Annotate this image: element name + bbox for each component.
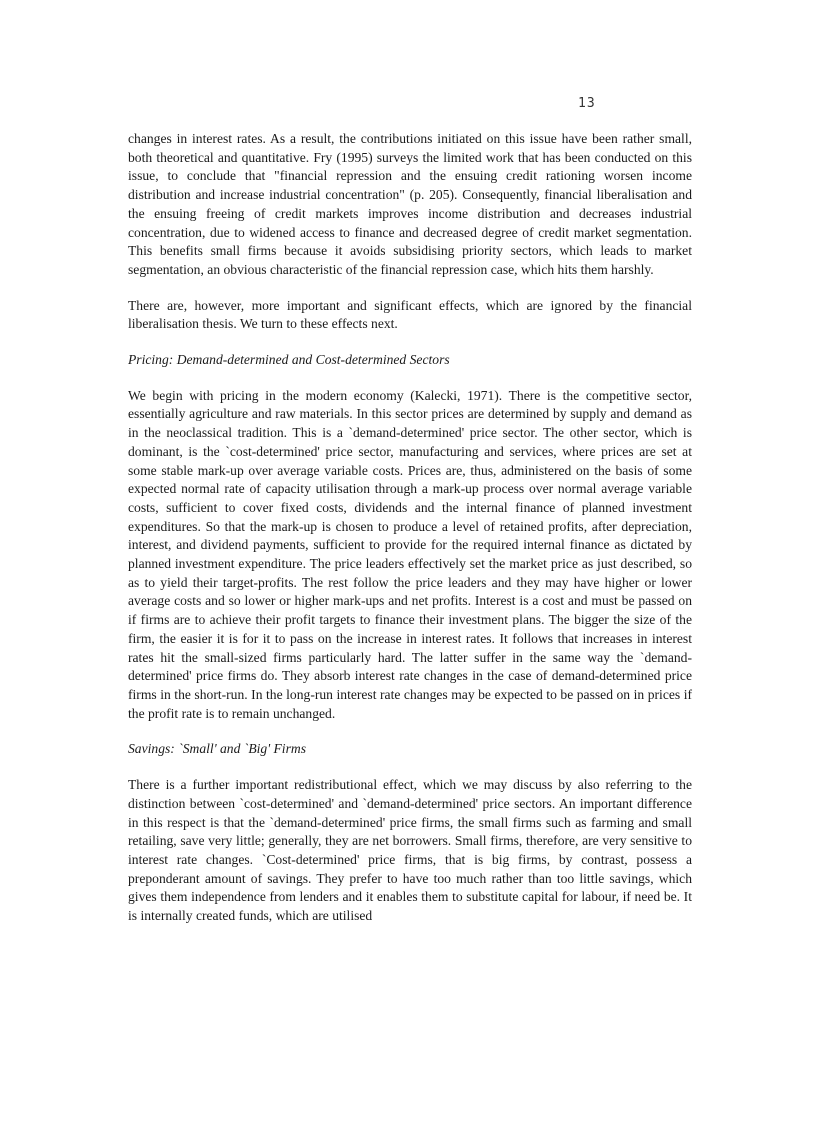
paragraph-savings: There is a further important redistributional effect, which we may discuss by also referring to the distinction between `cost-determined' and `demand-determined' price sectors. An important difference in this respect is that the `demand-determined' price firms, the small firms such as farming and small retailing, save very little; generally, they are net borrowers. Small firms, therefore, are very sensitive to interest rate changes. `Cost-determined' price firms, that is big firms, by contrast, possess a preponderant amount of savings. They prefer to have too much rather than too little savings, which gives them independence from lenders and it enables them to substitute capital for labour, if need be. It is internally created funds, which are utilised <box>128 777 692 924</box>
page-number: 13 <box>578 96 596 111</box>
section-heading-savings: Savings: `Small' and `Big' Firms <box>128 741 306 757</box>
section-heading-pricing: Pricing: Demand-determined and Cost-determined Sectors <box>128 352 450 368</box>
paragraph-pricing: We begin with pricing in the modern economy (Kalecki, 1971). There is the competitive sector, essentially agriculture and raw materials. In this sector prices are determined by supply and demand as in the neoclassical tradition. This is a `demand-determined' price sector. The other sector, which is dominant, is the `cost-determined' price sector, manufacturing and services, where prices are set at some stable mark-up over average variable costs. Prices are, thus, administered on the basis of some expected normal rate of capacity utilisation through a mark-up process over normal average variable costs, sufficient to cover fixed costs, dividends and the internal finance of planned investment expenditures. So that the mark-up is chosen to produce a level of retained profits, after depreciation, interest, and dividend payments, sufficient to provide for the required internal finance as dictated by planned investment expenditure. The price leaders effectively set the market price as just described, so as to yield their target-profits. The rest follow the price leaders and they may have higher or lower average costs and so lower or higher mark-ups and net profits. Interest is a cost and must be passed on if firms are to achieve their profit targets to finance their investment plans. The bigger the size of the firm, the easier it is for it to pass on the increase in interest rates. It follows that increases in interest rates hit the small-sized firms particularly hard. The latter suffer in the same way the `demand-determined' price firms do. They absorb interest rate changes in the case of demand-determined price firms in the short-run. In the long-run interest rate changes may be expected to be passed on in prices if the profit rate is to remain unchanged. <box>128 387 692 721</box>
paragraph-interest-rates: changes in interest rates. As a result, the contributions initiated on this issue have been rather small, both theoretical and quantitative. Fry (1995) surveys the limited work that has been conducted on this issue, to conclude that "financial repression and the ensuing credit rationing worsen income distribution and increase industrial concentration" (p. 205). Consequently, financial liberalisation and the ensuing freeing of credit markets improves income distribution and decreases industrial concentration, due to widened access to finance and decreased degree of credit market segmentation. This benefits small firms because it avoids subsidising priority sectors, which leads to market segmentation, an obvious characteristic of the financial repression case, which hits them harshly. <box>128 131 692 277</box>
document-body <box>128 130 692 943</box>
paragraph-significant-effects: There are, however, more important and significant effects, which are ignored by the financial liberalisation thesis. We turn to these effects next. <box>128 297 692 332</box>
